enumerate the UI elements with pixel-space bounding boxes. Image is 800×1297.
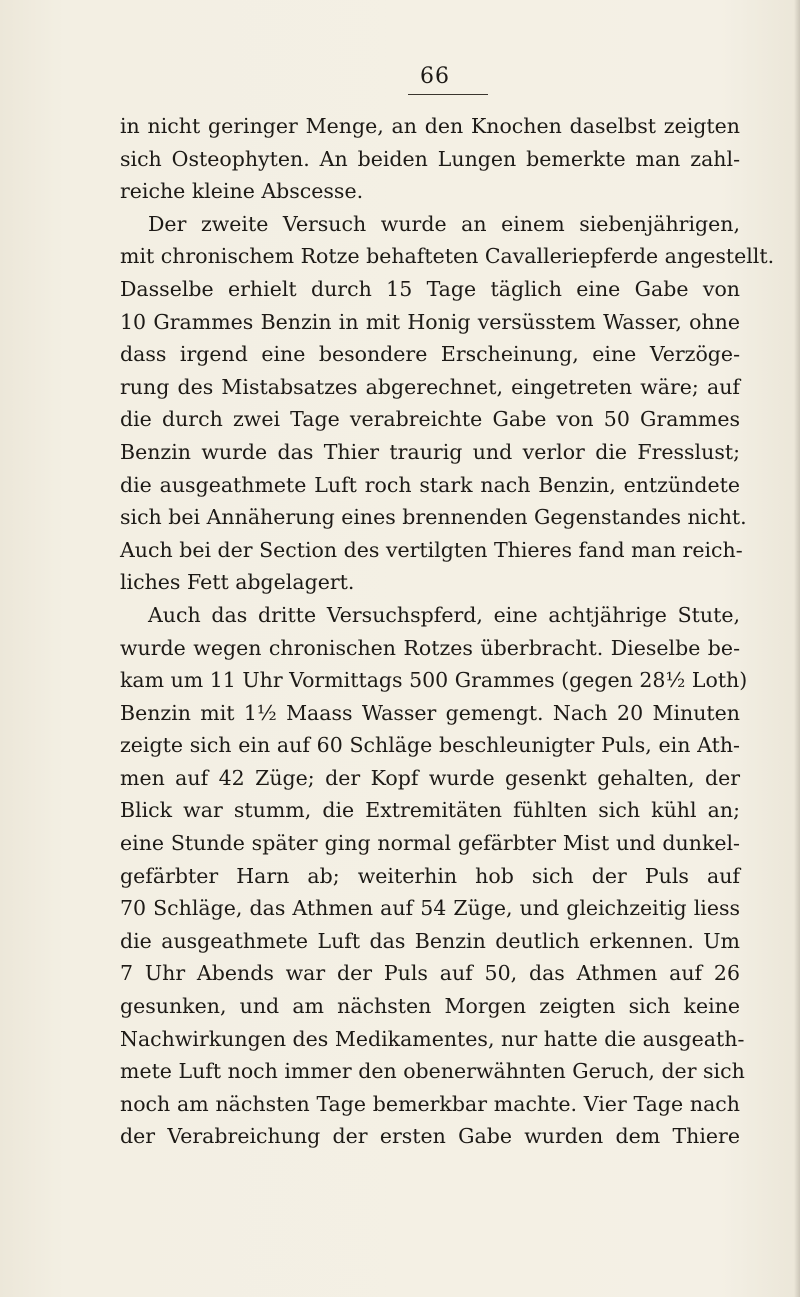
text-line: Auch das dritte Versuchspferd, eine achtjährige Stute,: [148, 602, 740, 627]
text-line: 7 Uhr Abends war der Puls auf 50, das Athmen auf 26: [120, 961, 740, 986]
text-line: sich Osteophyten. An beiden Lungen bemerkte man zahl-: [120, 146, 740, 171]
page-edge-shadow: [794, 0, 800, 1297]
text-line: Auch bei der Section des vertilgten Thieres fand man reich-: [120, 537, 743, 562]
text-line: die durch zwei Tage verabreichte Gabe von 50 Grammes: [120, 407, 740, 432]
text-line: die ausgeathmete Luft das Benzin deutlich erkennen. Um: [120, 928, 740, 953]
text-line: mete Luft noch immer den obenerwähnten Geruch, der sich: [120, 1059, 745, 1084]
text-line: gefärbter Harn ab; weiterhin hob sich der Puls auf: [120, 863, 740, 888]
text-line: zeigte sich ein auf 60 Schläge beschleunigter Puls, ein Ath-: [120, 733, 740, 758]
text-line: 70 Schläge, das Athmen auf 54 Züge, und gleichzeitig liess: [120, 896, 740, 921]
text-line: reiche kleine Abscesse.: [120, 179, 364, 204]
text-line: mit chronischem Rotze behafteten Cavalleriepferde angestellt.: [120, 244, 775, 269]
text-line: der Verabreichung der ersten Gabe wurden dem Thiere: [120, 1124, 740, 1149]
text-line: liches Fett abgelagert.: [120, 570, 355, 595]
text-line: rung des Mistabsatzes abgerechnet, eingetreten wäre; auf: [120, 374, 740, 399]
text-line: kam um 11 Uhr Vormittags 500 Grammes (gegen 28½ Loth): [120, 668, 748, 693]
text-line: Nachwirkungen des Medikamentes, nur hatte die ausgeath-: [120, 1026, 745, 1051]
text-line: Benzin mit 1½ Maass Wasser gemengt. Nach 20 Minuten: [120, 700, 740, 725]
page-number: 66: [420, 64, 450, 89]
text-line: gesunken, und am nächsten Morgen zeigten sich keine: [120, 994, 740, 1019]
text-line: men auf 42 Züge; der Kopf wurde gesenkt gehalten, der: [120, 765, 740, 790]
text-line: sich bei Annäherung eines brennenden Gegenstandes nicht.: [120, 505, 747, 530]
text-line: Dasselbe erhielt durch 15 Tage täglich eine Gabe von: [120, 276, 740, 301]
page-number-rule: [408, 94, 488, 95]
text-line: noch am nächsten Tage bemerkbar machte. Vier Tage nach: [120, 1091, 740, 1116]
text-line: Blick war stumm, die Extremitäten fühlten sich kühl an;: [120, 798, 740, 823]
text-line: in nicht geringer Menge, an den Knochen daselbst zeigten: [120, 114, 740, 138]
text-line: wurde wegen chronischen Rotzes überbracht. Dieselbe be-: [120, 635, 740, 660]
text-line: Der zweite Versuch wurde an einem siebenjährigen,: [148, 211, 740, 236]
text-line: 10 Grammes Benzin in mit Honig versüsstem Wasser, ohne: [120, 309, 740, 334]
text-line: Benzin wurde das Thier traurig und verlor die Fresslust;: [120, 439, 740, 464]
text-line: eine Stunde später ging normal gefärbter Mist und dunkel-: [120, 831, 740, 856]
body-text: [120, 110, 775, 1153]
text-line: dass irgend eine besondere Erscheinung, eine Verzöge-: [120, 342, 740, 367]
text-line: die ausgeathmete Luft roch stark nach Benzin, entzündete: [120, 472, 740, 497]
